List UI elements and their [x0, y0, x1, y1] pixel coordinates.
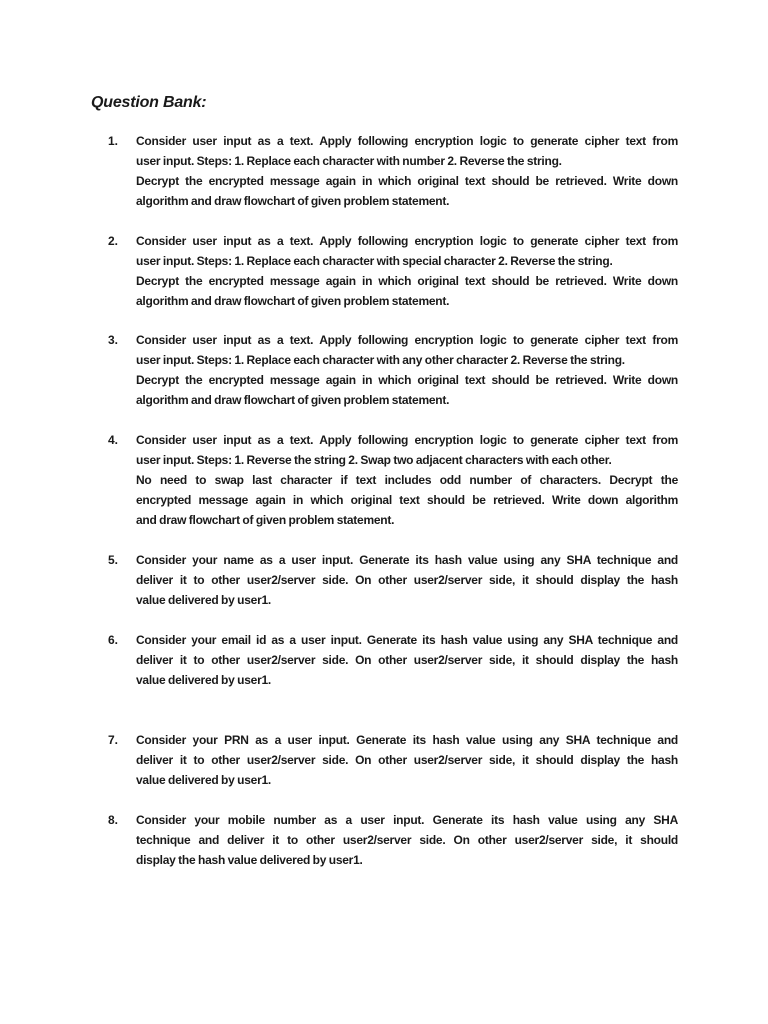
question-line: display the hash value delivered by user1. [136, 853, 363, 867]
question-line: Decrypt the encrypted message again in which original text should be retrieved. Write down [136, 174, 678, 188]
question-line: Decrypt the encrypted message again in which original text should be retrieved. Write down [136, 274, 678, 288]
question-text [136, 550, 678, 610]
question-line: deliver it to other user2/server side. On other user2/server side, it should display the hash [136, 653, 678, 667]
question-line: Decrypt the encrypted message again in which original text should be retrieved. Write down [136, 373, 678, 387]
question-line: No need to swap last character if text includes odd number of characters. Decrypt the [136, 473, 678, 487]
question-line: value delivered by user1. [136, 773, 271, 787]
question-number: 7. [108, 733, 119, 747]
question-line: algorithm and draw flowchart of given problem statement. [136, 194, 450, 208]
question-text [136, 330, 678, 410]
question-number: 3. [108, 333, 119, 347]
question-text [136, 430, 678, 530]
question-line: Consider your mobile number as a user input. Generate its hash value using any SHA [136, 813, 678, 827]
question-line: user input. Steps: 1. Replace each character with number 2. Reverse the string. [136, 154, 562, 168]
question-line: user input. Steps: 1. Reverse the string 2. Swap two adjacent characters with each other. [136, 453, 612, 467]
question-line: Consider user input as a text. Apply following encryption logic to generate cipher text from [136, 134, 678, 148]
question-line: encrypted message again in which original text should be retrieved. Write down algorithm [136, 493, 678, 507]
question-text [136, 630, 678, 690]
question-line: user input. Steps: 1. Replace each character with any other character 2. Reverse the string. [136, 353, 625, 367]
question-number: 1. [108, 134, 119, 148]
question-number: 5. [108, 553, 119, 567]
question-line: and draw flowchart of given problem statement. [136, 513, 395, 527]
question-number: 4. [108, 433, 119, 447]
question-line: algorithm and draw flowchart of given problem statement. [136, 294, 450, 308]
question-line: user input. Steps: 1. Replace each character with special character 2. Reverse the string. [136, 254, 613, 268]
question-line: algorithm and draw flowchart of given problem statement. [136, 393, 450, 407]
question-line: Consider your email id as a user input. Generate its hash value using any SHA technique and [136, 633, 678, 647]
question-line: value delivered by user1. [136, 673, 271, 687]
question-line: deliver it to other user2/server side. On other user2/server side, it should display the hash [136, 753, 678, 767]
question-line: value delivered by user1. [136, 593, 271, 607]
page-title: Question Bank: [91, 94, 207, 111]
question-number: 2. [108, 234, 119, 248]
question-text [136, 131, 678, 211]
question-text [136, 231, 678, 311]
question-line: Consider user input as a text. Apply following encryption logic to generate cipher text from [136, 333, 678, 347]
question-line: technique and deliver it to other user2/server side. On other user2/server side, it should [136, 833, 678, 847]
question-line: Consider user input as a text. Apply following encryption logic to generate cipher text from [136, 234, 678, 248]
question-number: 6. [108, 633, 119, 647]
question-line: Consider your PRN as a user input. Generate its hash value using any SHA technique and [136, 733, 678, 747]
question-text [136, 730, 678, 790]
question-number: 8. [108, 813, 119, 827]
question-line: deliver it to other user2/server side. On other user2/server side, it should display the hash [136, 573, 678, 587]
question-text [136, 810, 678, 870]
question-line: Consider user input as a text. Apply following encryption logic to generate cipher text from [136, 433, 678, 447]
question-line: Consider your name as a user input. Generate its hash value using any SHA technique and [136, 553, 678, 567]
